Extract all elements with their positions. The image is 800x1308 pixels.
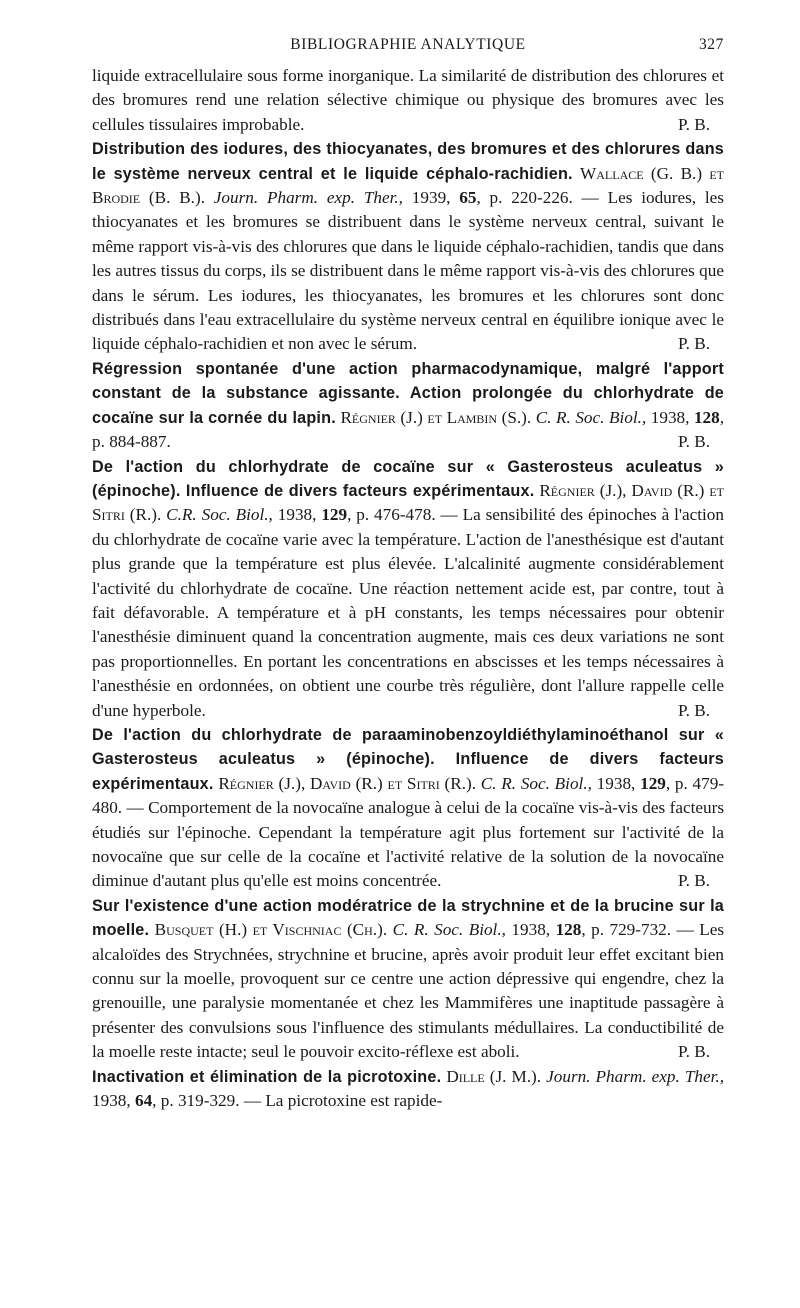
entry-abstract: — Les iodures, les thiocyanates et les bromures se distribuent dans le système nerveux central, suivant le même rapport vis-à-vis des chlorures que dans le liquide céphalo-rachidien, tandis que dans les autres tissus du corps, ils se distribuent dans le même rapport vis-à-vis des chlorures que dans le sérum. Les iodures, les thiocyanates, les bromures et les chlorures sont donc distribués dans l'eau extracellulaire du système nerveux central en équilibre ionique avec le liquide céphalo-rachidien et non avec le sérum. <box>92 188 724 354</box>
entry-journal: C. R. Soc. Biol., <box>392 920 506 940</box>
entry-authors: Régnier (J.) et Lambin (S.). <box>340 407 532 427</box>
entry-year: 1938, <box>650 407 690 427</box>
entry-journal: C. R. Soc. Biol., <box>480 773 592 793</box>
entry-pages: , p. 319-329. <box>152 1091 240 1111</box>
entry-year: 1938, <box>511 920 551 940</box>
entry-abstract: — Comportement de la novocaïne analogue à celui de la cocaïne vis-à-vis des facteurs étudiés sur l'épinoche. Cependant la température agit plus fortement sur l'activité de la novocaïne que sur celle de la cocaïne et l'activité relative de la solution de la novocaïne diminue d'autant plus qu'elle est moins concentrée. <box>92 798 725 891</box>
entry-authors: Busquet (H.) et Vischniac (Ch.). <box>154 920 388 940</box>
entry-authors: Régnier (J.), David (R.) et Sitri (R.). <box>92 480 725 525</box>
entry-abstract: — La sensibilité des épinoches à l'action du chlorhydrate de cocaïne varie avec la température. L'action de l'anesthésique est d'autant plus grande que la température est plus élevée. L'alcalinité augmente considérablement l'activité du chlorhydrate de cocaïne. Une réaction nettement acide est, par contre, tout à fait défavorable. A température et à pH constants, les temps nécessaires pour obtenir l'anesthésie diminuent quand la concentration augmente, mais ces deux variations ne sont pas proportionnelles. En portant les concentrations en abscisses et les temps nécessaires à l'anesthésie en ordonnées, on obtient une courbe très régulière, dont l'allure rappelle celle d'une hyperbole. <box>92 505 724 720</box>
entry-title: De l'action du chlorhydrate de cocaïne sur « Gasterosteus aculeatus » (épinoche). Influence de divers facteurs expérimentaux. <box>92 457 724 500</box>
bibliography-entry <box>92 357 724 455</box>
entry-journal: Journ. Pharm. exp. Ther., <box>546 1066 724 1086</box>
entry-pages: , p. 479-480. <box>92 773 725 818</box>
entry-pages: , p. 476-478. <box>347 505 436 525</box>
entry-authors: Wallace (G. B.) et Brodie (B. B.). <box>92 163 725 208</box>
entry-authors: Dille (J. M.). <box>446 1066 542 1086</box>
entry-volume: 128 <box>555 920 582 940</box>
entry-volume: 65 <box>459 188 477 208</box>
entry-year: 1938, <box>92 1091 131 1111</box>
bibliography-entry <box>92 723 724 894</box>
page-body <box>92 64 724 1113</box>
header-title: BIBLIOGRAPHIE ANALYTIQUE <box>290 36 526 53</box>
entry-abstract: — La picrotoxine est rapide- <box>243 1091 443 1111</box>
signature: P. B. <box>677 432 710 452</box>
entry-volume: 128 <box>693 407 720 427</box>
signature: P. B. <box>677 114 710 134</box>
entry-authors: Régnier (J.), David (R.) et Sitri (R.). <box>218 773 477 793</box>
entry-abstract: — Les alcaloïdes des Strychnées, strychnine et brucine, après avoir produit leur effet excitant bien connu sur la moelle, provoquent sur ce centre une action dépressive qui engendre, chez la grenouille, une paralysie momentanée et chez les Mammifères une inaptitude passagère à présenter des convulsions sous l'influence des stimulants médullaires. La conductibilité de la moelle reste intacte; seul le pouvoir excito-réflexe est aboli. <box>92 920 725 1062</box>
entry-title: Sur l'existence d'une action modératrice de la strychnine et de la brucine sur la moelle. <box>92 896 724 940</box>
entry-volume: 129 <box>640 773 666 793</box>
entry-title: De l'action du chlorhydrate de paraaminobenzoyldiéthylaminoéthanol sur « Gasterosteus aculeatus » (épinoche). Influence de divers facteurs expérimentaux. <box>92 725 724 793</box>
entry-journal: C.R. Soc. Biol., <box>166 505 273 525</box>
entry-volume: 129 <box>321 505 348 525</box>
entry-year: 1939, <box>411 188 451 208</box>
entry-title: Inactivation et élimination de la picrotoxine. <box>92 1067 442 1086</box>
entry-volume: 64 <box>134 1091 153 1111</box>
entry-pages: , p. 729-732. <box>581 920 672 940</box>
entry-year: 1938, <box>277 505 317 525</box>
page-number: 327 <box>698 36 724 53</box>
entry-journal: C. R. Soc. Biol., <box>535 407 647 427</box>
signature: P. B. <box>677 871 710 891</box>
bibliography-entry <box>92 137 724 357</box>
entry-pages: , p. 220-226. <box>476 188 573 208</box>
bibliography-entry <box>92 455 724 723</box>
entry-pages: , p. 884-887. <box>92 407 725 452</box>
entry-title: Distribution des iodures, des thiocyanates, des bromures et des chlorures dans le système nerveux central et le liquide céphalo-rachidien. <box>92 140 724 183</box>
entry-title: Régression spontanée d'une action pharmacodynamique, malgré l'apport constant de la substance agissante. Action prolongée du chlorhydrate de cocaïne sur la cornée du lapin. <box>92 359 724 427</box>
continuation-text: liquide extracellulaire sous forme inorganique. La similarité de distribution des chlorures et des bromures rend une relation sélective chimique ou physique des bromures avec les cellules tissulaires improbable. <box>92 66 724 134</box>
continuation-paragraph <box>92 64 724 137</box>
running-header <box>92 36 724 60</box>
entry-journal: Journ. Pharm. exp. Ther., <box>213 188 403 208</box>
entry-year: 1938, <box>596 773 636 793</box>
bibliography-entry <box>92 894 724 1065</box>
bibliography-entry <box>92 1065 724 1114</box>
signature: P. B. <box>677 334 710 354</box>
signature: P. B. <box>677 700 710 720</box>
signature: P. B. <box>677 1042 710 1062</box>
